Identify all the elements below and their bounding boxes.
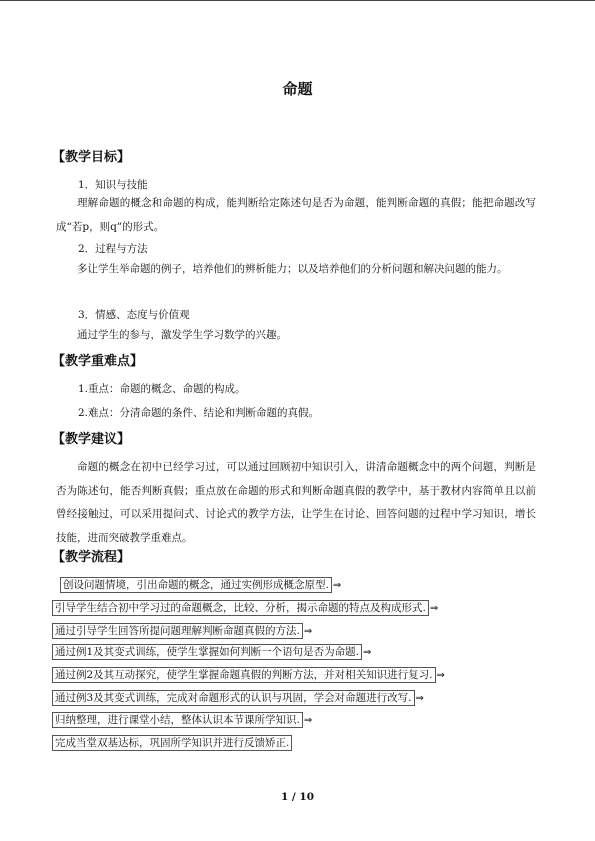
section-heading-suggestions: 【教学建议】 xyxy=(52,432,131,447)
process-step xyxy=(52,601,438,616)
goals-item-3: 3．情感、态度与价值观 xyxy=(78,309,190,321)
right-double-arrow-icon: ⇒ xyxy=(415,693,424,704)
process-step xyxy=(52,713,312,728)
process-step-text: 通过例2及其互动探究，使学生掌握命题真假的判断方法，并对相关知识进行复习. xyxy=(52,667,436,683)
section-heading-key-points: 【教学重难点】 xyxy=(52,354,144,369)
suggestions-text: 命题的概念在初中已经学习过，可以通过回顾初中知识引入，讲清命题概念中的两个问题，判断是否为陈述句，能否判断真假；重点放在命题的形式和判断命题真假的教学中，基于教材内容简单且以前曾经接触过，可以采用提问式、讨论式的教学方法，让学生在讨论、回答问题的过程中学习知识，增长技能，进而突破教学重难点。 xyxy=(56,461,536,544)
process-step xyxy=(52,668,445,683)
process-step-text: 通过引导学生回答所提问题理解判断命题真假的方法. xyxy=(52,623,303,639)
process-step xyxy=(52,645,371,660)
right-double-arrow-icon: ⇒ xyxy=(332,580,342,591)
goals-item-1: 1．知识与技能 xyxy=(78,179,148,191)
page-title: 命题 xyxy=(282,80,313,98)
right-double-arrow-icon: ⇒ xyxy=(363,647,372,658)
header-rule xyxy=(0,0,595,1)
process-step-text: 通过例1及其变式训练，使学生掌握如何判断一个语句是否为命题. xyxy=(52,644,362,660)
process-step-text: 通过例3及其变式训练，完成对命题形式的认识与巩固，学会对命题进行改写. xyxy=(52,690,415,706)
process-step xyxy=(60,578,341,593)
goals-item-2-text: 多让学生举命题的例子，培养他们的辨析能力；以及培养他们的分析问题和解决问题的能力。 xyxy=(77,263,508,275)
section-heading-process: 【教学流程】 xyxy=(52,550,131,565)
right-double-arrow-icon: ⇒ xyxy=(429,603,439,614)
process-step-text: 创设问题情境，引出命题的概念，通过实例形成概念原型. xyxy=(60,577,332,593)
key-point-2: 2.难点：分清命题的条件、结论和判断命题的真假。 xyxy=(78,407,320,419)
section-heading-goals: 【教学目标】 xyxy=(52,150,131,165)
right-double-arrow-icon: ⇒ xyxy=(303,626,313,637)
process-step-text: 引导学生结合初中学习过的命题概念，比较、分析，揭示命题的特点及构成形式. xyxy=(52,600,429,616)
process-step xyxy=(52,736,292,750)
goals-item-2: 2．过程与方法 xyxy=(78,243,148,255)
right-double-arrow-icon: ⇒ xyxy=(303,715,313,726)
process-step xyxy=(52,624,312,639)
process-step xyxy=(52,691,424,706)
right-double-arrow-icon: ⇒ xyxy=(436,670,445,681)
goals-item-3-text: 通过学生的参与，激发学生学习数学的兴趣。 xyxy=(77,329,287,341)
page-number: 1 / 10 xyxy=(280,791,315,803)
process-step-text: 完成当堂双基达标，巩固所学知识并进行反馈矫正. xyxy=(52,735,292,751)
process-step-text: 归纳整理，进行课堂小结，整体认识本节课所学知识. xyxy=(52,712,303,728)
key-point-1: 1.重点：命题的概念、命题的构成。 xyxy=(78,383,246,395)
goals-item-1-text: 理解命题的概念和命题的构成，能判断给定陈述句是否为命题，能判断命题的真假；能把命题改写成“若p，则q”的形式。 xyxy=(56,197,536,233)
